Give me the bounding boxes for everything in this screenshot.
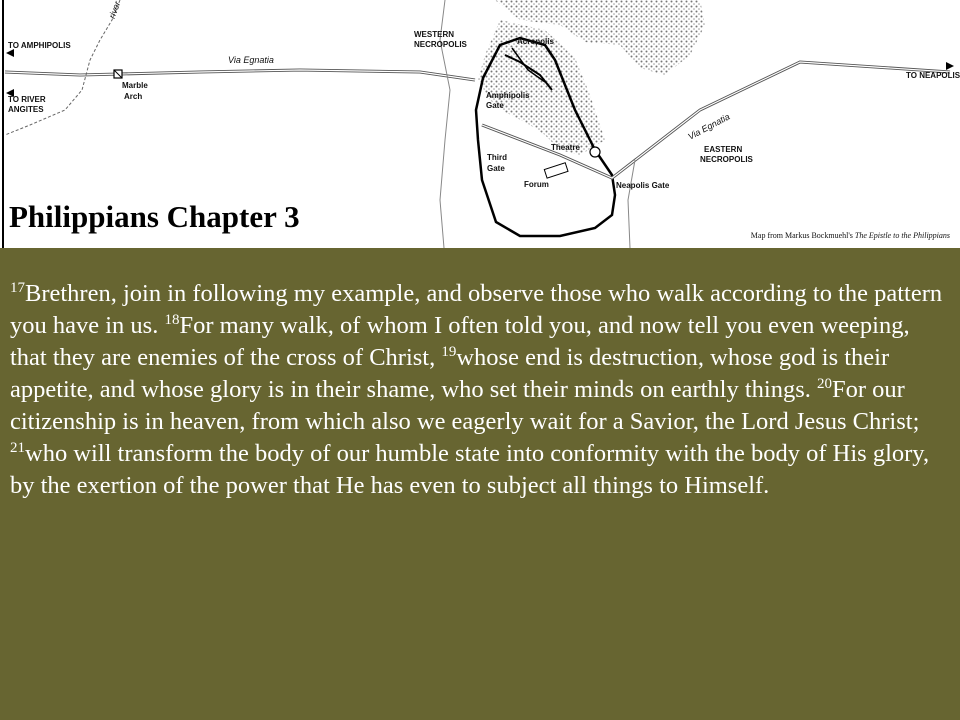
label-river: river xyxy=(106,0,123,20)
verse-text: For many walk, of whom I often told you, and now tell you even weeping, that they are enemies of the cross of Christ, xyxy=(10,312,910,371)
verse-number: 17 xyxy=(10,280,25,296)
verse-text: Brethren, join in following my example, and observe those who walk according to the pattern you have in us. xyxy=(10,280,943,339)
verse-number: 19 xyxy=(441,344,457,360)
arrow-left-icon xyxy=(6,49,14,57)
label-neapolis-gate: Neapolis Gate xyxy=(616,181,670,190)
label-third-gate-2: Gate xyxy=(487,164,505,173)
label-acropolis: Acropolis xyxy=(517,37,554,46)
scripture-passage xyxy=(10,278,950,502)
verse-number: 21 xyxy=(10,440,25,456)
label-to-amphipolis: TO AMPHIPOLIS xyxy=(8,41,71,50)
label-eastern-necropolis-2: NECROPOLIS xyxy=(700,155,753,164)
label-via-egnatia-east: Via Egnatia xyxy=(686,111,732,142)
verse-text: who will transform the body of our humble state into conformity with the body of His glory, by the exertion of the power that He has even to subject all things to Himself. xyxy=(10,440,930,499)
page-title: Philippians Chapter 3 xyxy=(9,199,300,234)
label-forum: Forum xyxy=(524,180,549,189)
map-credit-prefix: Map from Markus Bockmuehl's xyxy=(750,231,855,240)
river-line xyxy=(5,0,120,135)
label-western-necropolis-1: WESTERN xyxy=(414,30,454,39)
verse-text: whose end is destruction, whose god is their appetite, and whose glory is in their shame, who set their minds on earthly things. xyxy=(10,344,890,403)
theatre-marker xyxy=(590,147,600,157)
label-theatre: Theatre xyxy=(551,143,580,152)
label-western-necropolis-2: NECROPOLIS xyxy=(414,40,467,49)
map-credit-book: The Epistle to the Philippians xyxy=(854,231,950,240)
verse-number: 18 xyxy=(164,312,180,328)
label-amphipolis-gate-2: Gate xyxy=(486,101,504,110)
philippi-map xyxy=(0,0,960,248)
label-amphipolis-gate-1: Amphipolis xyxy=(486,91,530,100)
map-credit xyxy=(751,231,950,240)
label-via-egnatia-west: Via Egnatia xyxy=(228,55,274,65)
verse-text: For our citizenship is in heaven, from which also we eagerly wait for a Savior, the Lord Jesus Christ; xyxy=(10,376,920,435)
label-to-river-1: TO RIVER xyxy=(8,95,46,104)
label-marble-arch-1: Marble xyxy=(122,81,148,90)
verse-number: 20 xyxy=(817,376,832,392)
forum-marker xyxy=(544,163,568,178)
label-eastern-necropolis-1: EASTERN xyxy=(704,145,743,154)
label-to-neapolis: TO NEAPOLIS xyxy=(906,71,960,80)
label-third-gate-1: Third xyxy=(487,153,507,162)
label-marble-arch-2: Arch xyxy=(124,92,143,101)
arrow-right-icon xyxy=(946,62,954,70)
label-to-river-2: ANGITES xyxy=(8,105,44,114)
